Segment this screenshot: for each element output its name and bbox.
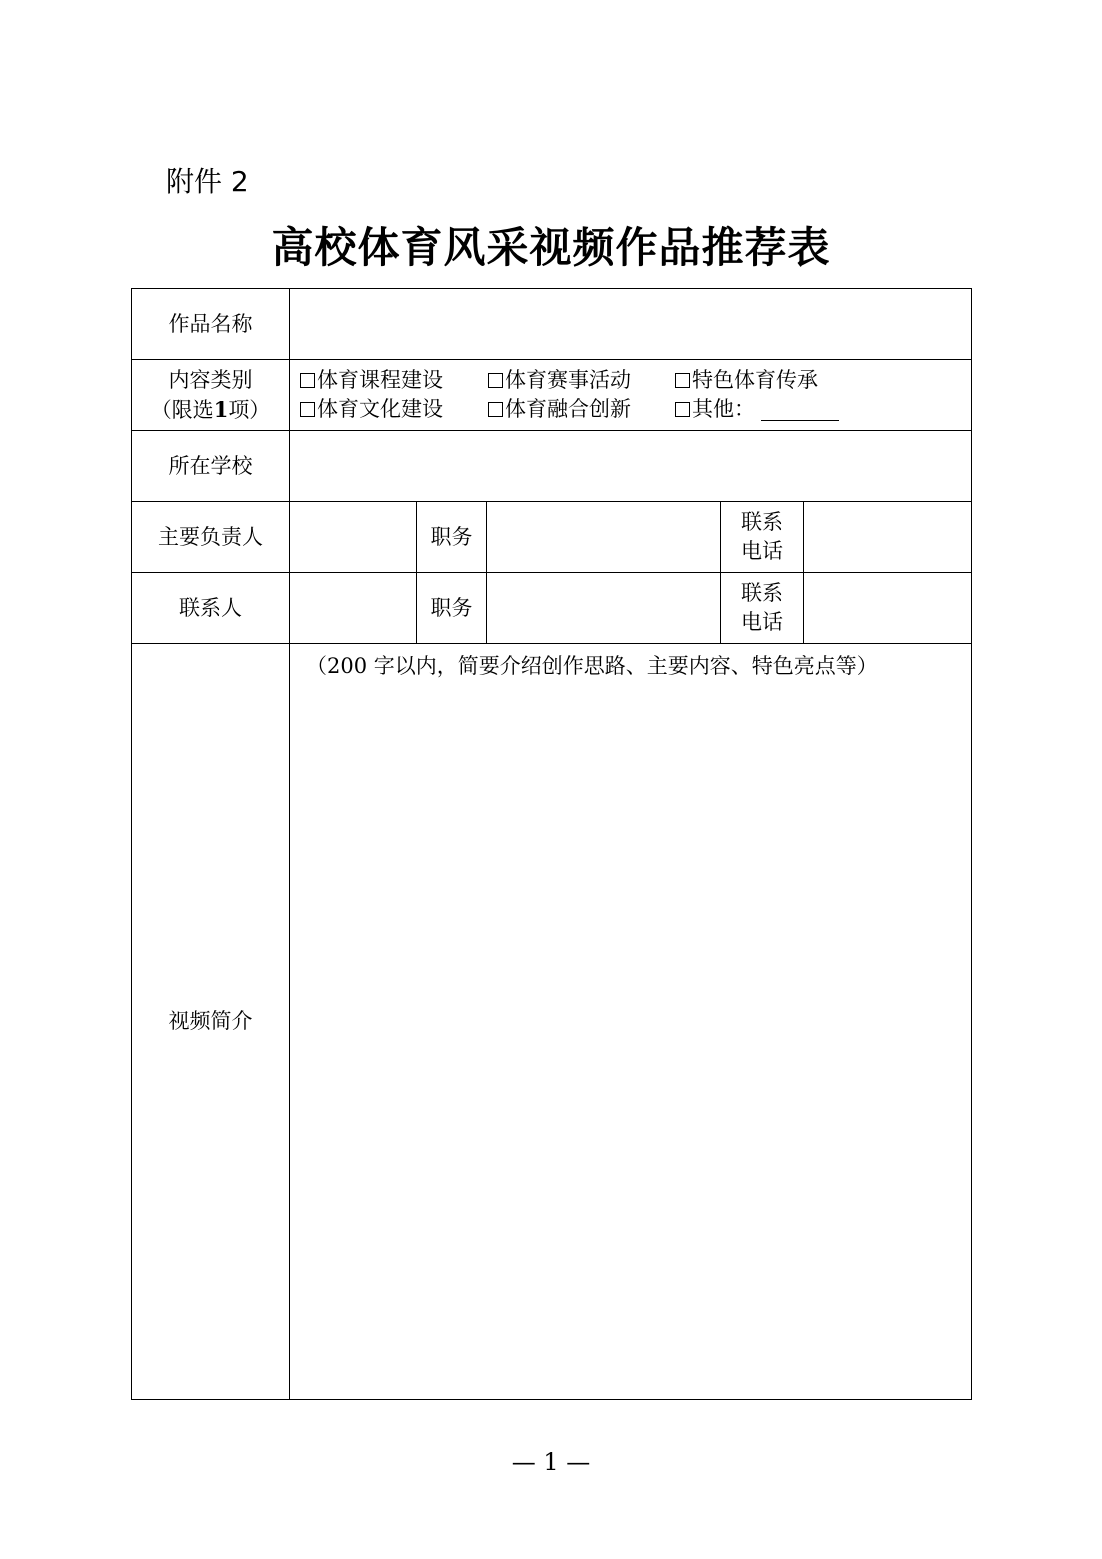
contact-position-label: 职务	[417, 573, 487, 644]
leader-phone-field[interactable]	[804, 502, 972, 573]
contact-position-field[interactable]	[487, 573, 721, 644]
category-option-culture-construction[interactable]: 体育文化建设	[300, 395, 488, 424]
row-contact	[132, 573, 972, 644]
leader-position-label: 职务	[417, 502, 487, 573]
page-number: — 1 —	[511, 1448, 591, 1476]
category-label-line2: （限选1项）	[150, 396, 271, 422]
category-options-row-1	[300, 366, 971, 395]
row-school	[132, 431, 972, 502]
contact-label: 联系人	[132, 573, 290, 644]
contact-phone-field[interactable]	[804, 573, 972, 644]
leader-position-field[interactable]	[487, 502, 721, 573]
recommendation-form-table	[131, 288, 972, 1400]
leader-label: 主要负责人	[132, 502, 290, 573]
category-option-characteristic-heritage[interactable]: 特色体育传承	[675, 366, 818, 395]
video-intro-field[interactable]	[290, 644, 972, 1400]
video-intro-hint: （200 字以内，简要介绍创作思路、主要内容、特色亮点等）	[306, 654, 878, 678]
checkbox-icon[interactable]	[488, 373, 503, 388]
work-name-label: 作品名称	[132, 289, 290, 360]
work-name-field[interactable]	[290, 289, 972, 360]
category-option-integration-innovation[interactable]: 体育融合创新	[488, 395, 675, 424]
checkbox-icon[interactable]	[300, 373, 315, 388]
content-category-options	[290, 360, 972, 431]
attachment-label: 附件 2	[166, 165, 249, 198]
content-category-label	[132, 360, 290, 431]
checkbox-icon[interactable]	[488, 402, 503, 417]
other-blank-field[interactable]	[761, 398, 839, 421]
video-intro-label: 视频简介	[132, 644, 290, 1400]
category-label-line1: 内容类别	[168, 367, 253, 392]
school-field[interactable]	[290, 431, 972, 502]
school-label: 所在学校	[132, 431, 290, 502]
row-work-name	[132, 289, 972, 360]
checkbox-icon[interactable]	[300, 402, 315, 417]
row-video-intro	[132, 644, 972, 1400]
leader-phone-label: 联系 电话	[721, 502, 804, 573]
leader-field[interactable]	[290, 502, 417, 573]
row-leader	[132, 502, 972, 573]
document-title: 高校体育风采视频作品推荐表	[271, 223, 831, 272]
row-content-category	[132, 360, 972, 431]
contact-field[interactable]	[290, 573, 417, 644]
checkbox-icon[interactable]	[675, 402, 690, 417]
checkbox-icon[interactable]	[675, 373, 690, 388]
category-option-competition-activities[interactable]: 体育赛事活动	[488, 366, 675, 395]
contact-phone-label: 联系 电话	[721, 573, 804, 644]
category-option-other[interactable]: 其他：	[675, 395, 839, 424]
category-options-row-2	[300, 395, 971, 424]
category-option-course-construction[interactable]: 体育课程建设	[300, 366, 488, 395]
